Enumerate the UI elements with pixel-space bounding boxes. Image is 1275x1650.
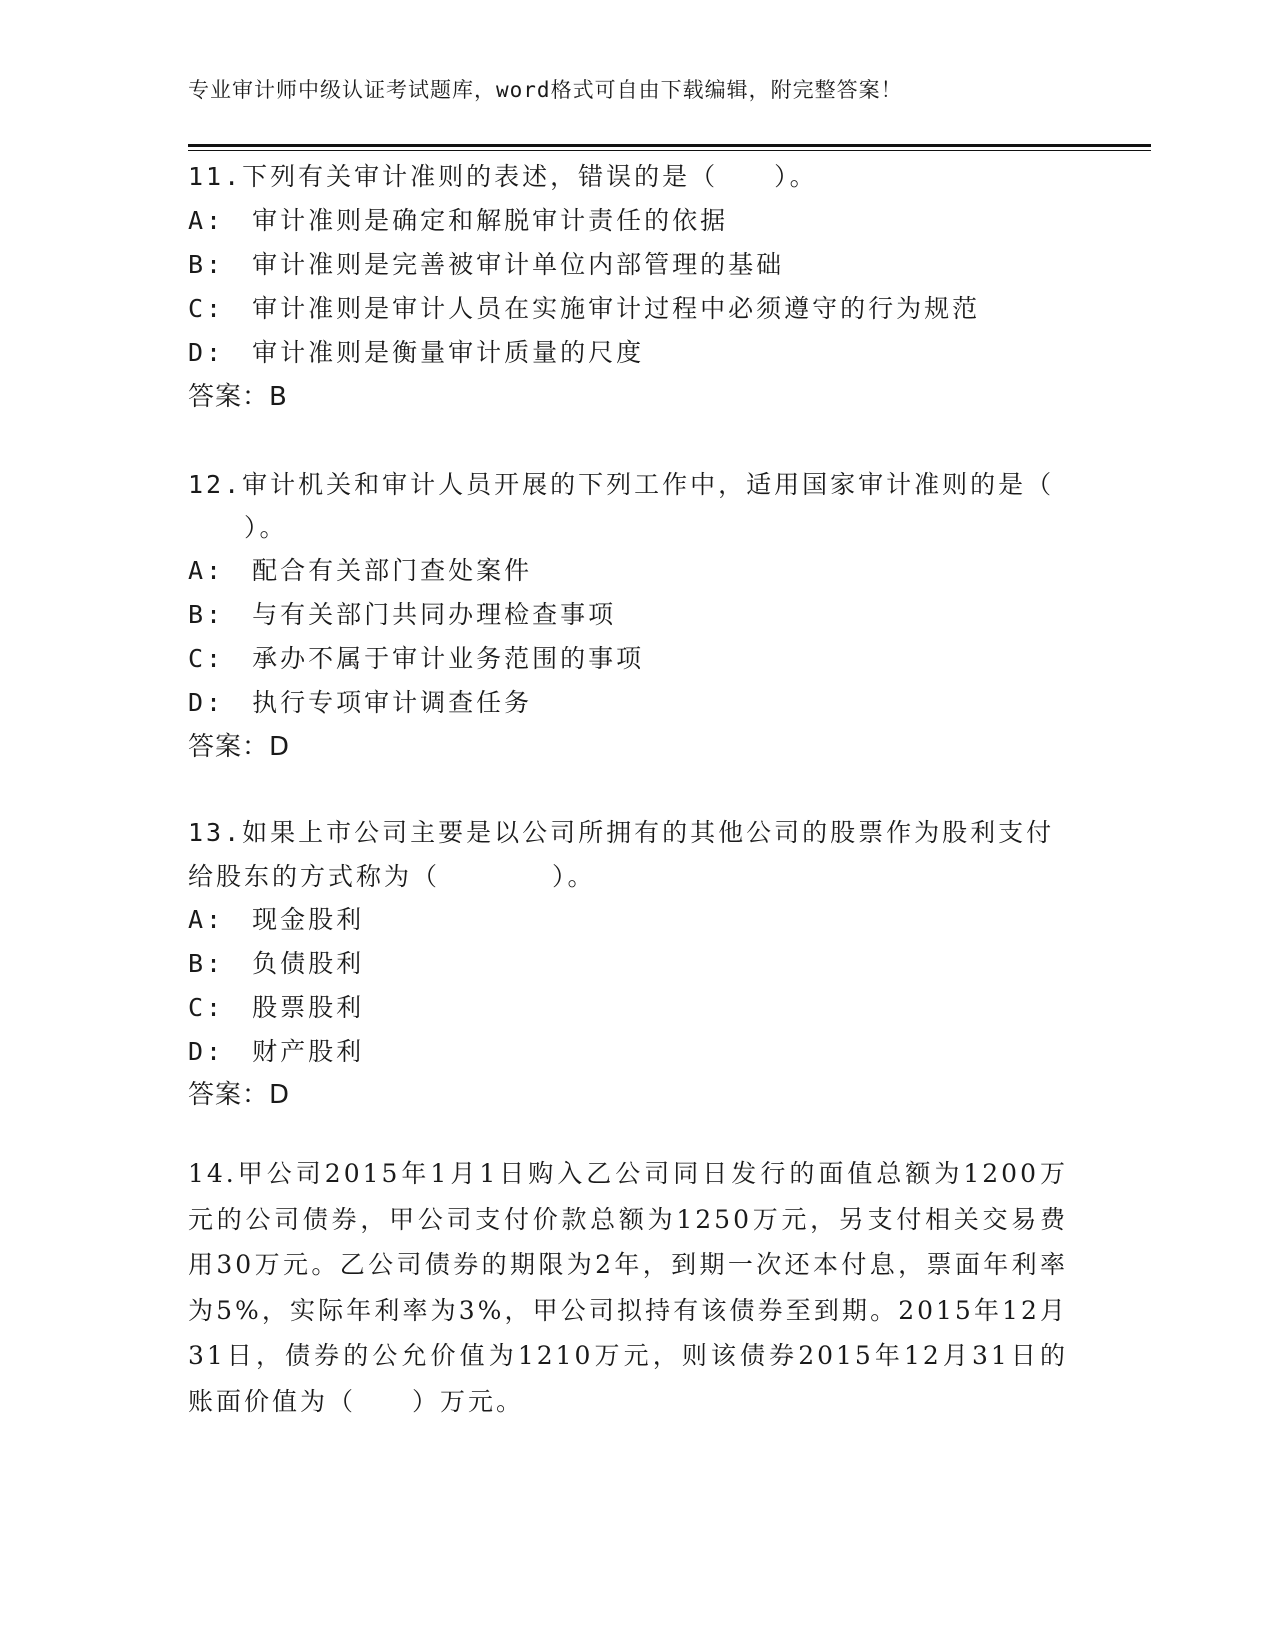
option-c: C: 审计准则是审计人员在实施审计过程中必须遵守的行为规范 (188, 294, 981, 323)
option-a: A: 现金股利 (188, 905, 365, 934)
answer: 答案：D (188, 732, 291, 762)
option-d: D: 审计准则是衡量审计质量的尺度 (188, 338, 645, 367)
question-stem: 12.审计机关和审计人员开展的下列工作中，适用国家审计准则的是（ (188, 470, 1055, 499)
option-b: B: 审计准则是完善被审计单位内部管理的基础 (188, 250, 785, 279)
option-b: B: 与有关部门共同办理检查事项 (188, 600, 617, 629)
option-a: A: 审计准则是确定和解脱审计责任的依据 (188, 206, 729, 235)
option-c: C: 股票股利 (188, 993, 365, 1022)
header-rule-thin (188, 150, 1151, 151)
header-note: 专业审计师中级认证考试题库，word格式可自由下载编辑，附完整答案！ (188, 78, 903, 102)
question-stem-continued: 给股东的方式称为（ ）。 (188, 862, 596, 891)
question-stem-continued: ）。 (188, 513, 288, 542)
option-d: D: 财产股利 (188, 1037, 365, 1066)
question-stem: 13.如果上市公司主要是以公司所拥有的其他公司的股票作为股利支付 (188, 818, 1055, 847)
question-stem: 14.甲公司2015年1月1日购入乙公司同日发行的面值总额为1200万元的公司债券，甲公司支付价款总额为1250万元，另支付相关交易费用30万元。乙公司债券的期限为2年，到期一次还本付息，票面年利率为5%，实际年利率为3%，甲公司拟持有该债券至到期。2015年12月31日，债券的公允价值为1210万元，则该债券2015年12月31日的账面价值为（ ）万元。 (188, 1159, 1068, 1416)
option-c: C: 承办不属于审计业务范围的事项 (188, 644, 645, 673)
option-a: A: 配合有关部门查处案件 (188, 556, 533, 585)
question-stem: 11.下列有关审计准则的表述，错误的是（ ）。 (188, 162, 818, 191)
option-b: B: 负债股利 (188, 949, 365, 978)
answer: 答案：D (188, 1080, 291, 1110)
header-rule-thick (188, 144, 1151, 147)
answer: 答案：B (188, 382, 288, 412)
option-d: D: 执行专项审计调查任务 (188, 688, 533, 717)
